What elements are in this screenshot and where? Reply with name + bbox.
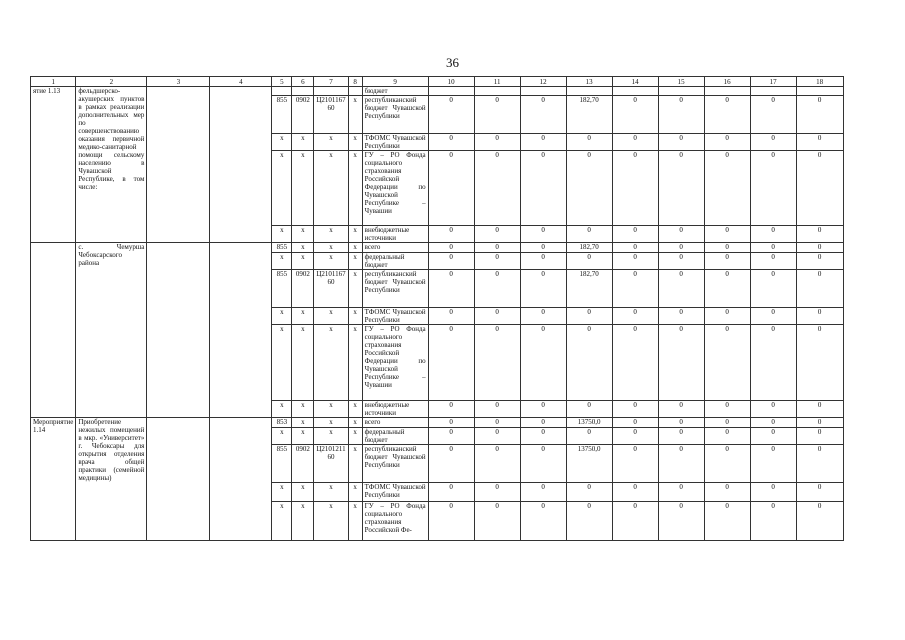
section-cell: 0902 (292, 445, 314, 483)
value-cell: 0 (520, 483, 566, 502)
value-cell: 0 (658, 270, 704, 308)
budget-table (30, 76, 844, 541)
funding-source-cell: всего (362, 418, 428, 428)
value-cell: 0 (566, 401, 612, 418)
column-header: 8 (348, 77, 362, 87)
grbs-cell: х (272, 502, 292, 541)
funding-source-cell: республиканский бюджет Чувашской Республики (362, 96, 428, 134)
value-cell: 0 (566, 502, 612, 541)
value-cell: 0 (520, 226, 566, 243)
expense-type-cell: х (348, 243, 362, 253)
value-cell: 0 (796, 418, 843, 428)
value-cell: 0 (566, 325, 612, 401)
value-cell: 182,70 (566, 96, 612, 134)
value-cell: 0 (474, 428, 520, 445)
value-cell (474, 87, 520, 96)
value-cell: 0 (474, 270, 520, 308)
column-header: 18 (796, 77, 843, 87)
target-article-cell: х (314, 253, 348, 270)
value-cell: 0 (474, 308, 520, 325)
funding-source-cell: республиканский бюджет Чувашской Республики (362, 270, 428, 308)
funding-source-cell: ГУ – РО Фонда социального страхования Российской Федерации по Чувашской Республике – Чувашии (362, 151, 428, 226)
value-cell: 0 (474, 243, 520, 253)
value-cell: 0 (750, 401, 796, 418)
value-cell: 182,70 (566, 270, 612, 308)
value-cell: 0 (566, 253, 612, 270)
value-cell (796, 87, 843, 96)
column-header: 10 (428, 77, 474, 87)
funding-source-cell: ГУ – РО Фонда социального страхования Российской Фе- (362, 502, 428, 541)
expense-type-cell: х (348, 134, 362, 151)
value-cell: 0 (750, 96, 796, 134)
expense-type-cell: х (348, 428, 362, 445)
value-cell: 0 (796, 134, 843, 151)
value-cell (750, 87, 796, 96)
grbs-cell: х (272, 325, 292, 401)
target-article-cell: Ц2101167 60 (314, 96, 348, 134)
column-header: 12 (520, 77, 566, 87)
expense-type-cell: х (348, 96, 362, 134)
value-cell: 0 (750, 418, 796, 428)
funding-source-cell: бюджет (362, 87, 428, 96)
executor-cell (147, 418, 210, 541)
value-cell: 0 (704, 428, 750, 445)
expense-type-cell: х (348, 308, 362, 325)
value-cell: 0 (520, 308, 566, 325)
value-cell: 0 (658, 134, 704, 151)
funding-source-cell: федеральный бюджет (362, 428, 428, 445)
target-article-cell: х (314, 502, 348, 541)
target-article-cell: х (314, 418, 348, 428)
funding-source-cell: ТФОМС Чувашской Республики (362, 308, 428, 325)
value-cell: 0 (750, 308, 796, 325)
value-cell (704, 87, 750, 96)
table-row (31, 418, 844, 428)
expense-type-cell: х (348, 502, 362, 541)
grbs-cell: х (272, 226, 292, 243)
value-cell: 0 (704, 418, 750, 428)
value-cell: 0 (658, 243, 704, 253)
value-cell: 0 (566, 226, 612, 243)
expense-type-cell: х (348, 151, 362, 226)
value-cell: 0 (612, 226, 658, 243)
value-cell: 0 (796, 483, 843, 502)
funding-source-cell: федеральный бюджет (362, 253, 428, 270)
value-cell: 0 (612, 96, 658, 134)
section-cell: 0902 (292, 96, 314, 134)
value-cell (520, 87, 566, 96)
grbs-cell: х (272, 308, 292, 325)
value-cell: 0 (474, 401, 520, 418)
value-cell: 0 (566, 151, 612, 226)
value-cell: 0 (750, 151, 796, 226)
value-cell: 0 (704, 445, 750, 483)
value-cell: 0 (658, 401, 704, 418)
value-cell: 0 (658, 253, 704, 270)
value-cell: 0 (428, 226, 474, 243)
value-cell: 0 (704, 483, 750, 502)
grbs-cell: х (272, 483, 292, 502)
target-article-cell (314, 87, 348, 96)
expense-type-cell: х (348, 401, 362, 418)
section-cell: х (292, 502, 314, 541)
target-article-cell: х (314, 226, 348, 243)
target-article-cell: х (314, 428, 348, 445)
value-cell: 0 (704, 401, 750, 418)
column-header: 5 (272, 77, 292, 87)
expense-type-cell: х (348, 483, 362, 502)
column-header: 2 (76, 77, 147, 87)
section-cell: х (292, 308, 314, 325)
column-header: 11 (474, 77, 520, 87)
value-cell: 0 (658, 96, 704, 134)
value-cell: 0 (796, 502, 843, 541)
value-cell: 0 (520, 270, 566, 308)
value-cell: 0 (796, 151, 843, 226)
value-cell: 0 (474, 502, 520, 541)
grbs-cell: 853 (272, 418, 292, 428)
value-cell: 0 (612, 308, 658, 325)
value-cell: 0 (658, 151, 704, 226)
expense-type-cell: х (348, 226, 362, 243)
table-row (31, 87, 844, 96)
executor-cell (147, 243, 210, 418)
value-cell: 0 (566, 483, 612, 502)
value-cell: 0 (750, 445, 796, 483)
section-cell: х (292, 483, 314, 502)
value-cell: 0 (474, 253, 520, 270)
column-header: 4 (210, 77, 272, 87)
value-cell: 0 (704, 151, 750, 226)
value-cell: 0 (474, 483, 520, 502)
grbs-cell: 855 (272, 445, 292, 483)
target-cell (210, 87, 272, 243)
value-cell: 0 (474, 134, 520, 151)
funding-source-cell: ТФОМС Чувашской Республики (362, 134, 428, 151)
value-cell: 0 (428, 96, 474, 134)
target-article-cell: Ц2101211 60 (314, 445, 348, 483)
column-header: 16 (704, 77, 750, 87)
section-cell: х (292, 134, 314, 151)
value-cell (566, 87, 612, 96)
value-cell: 0 (612, 134, 658, 151)
grbs-cell: х (272, 401, 292, 418)
target-article-cell: х (314, 134, 348, 151)
value-cell: 0 (612, 483, 658, 502)
section-cell: х (292, 401, 314, 418)
value-cell: 13750,0 (566, 445, 612, 483)
value-cell: 0 (520, 428, 566, 445)
value-cell: 0 (796, 325, 843, 401)
value-cell: 0 (428, 502, 474, 541)
value-cell: 0 (658, 418, 704, 428)
executor-cell (147, 87, 210, 243)
value-cell: 0 (704, 243, 750, 253)
value-cell: 0 (750, 428, 796, 445)
status-cell (31, 243, 76, 418)
value-cell: 0 (520, 134, 566, 151)
value-cell: 0 (750, 502, 796, 541)
target-article-cell: х (314, 325, 348, 401)
table-row (31, 243, 844, 253)
target-article-cell: х (314, 243, 348, 253)
column-header: 17 (750, 77, 796, 87)
measure-name-cell: с. Чемурша Чебоксарского района (76, 243, 147, 418)
value-cell: 0 (520, 502, 566, 541)
value-cell: 0 (520, 151, 566, 226)
value-cell: 0 (658, 483, 704, 502)
value-cell: 0 (520, 445, 566, 483)
value-cell: 0 (612, 151, 658, 226)
value-cell: 0 (612, 418, 658, 428)
value-cell: 0 (428, 483, 474, 502)
value-cell: 13750,0 (566, 418, 612, 428)
value-cell: 0 (520, 325, 566, 401)
column-header: 13 (566, 77, 612, 87)
target-article-cell: Ц2101167 60 (314, 270, 348, 308)
section-cell: х (292, 243, 314, 253)
value-cell: 0 (520, 243, 566, 253)
value-cell: 0 (612, 243, 658, 253)
value-cell: 0 (520, 253, 566, 270)
grbs-cell: х (272, 151, 292, 226)
value-cell: 0 (428, 445, 474, 483)
value-cell: 0 (704, 270, 750, 308)
value-cell: 0 (658, 325, 704, 401)
value-cell: 0 (796, 96, 843, 134)
expense-type-cell: х (348, 418, 362, 428)
value-cell: 0 (612, 502, 658, 541)
value-cell: 0 (796, 445, 843, 483)
status-cell: Мероприятие 1.14 (31, 418, 76, 541)
value-cell: 0 (750, 134, 796, 151)
section-cell (292, 87, 314, 96)
target-article-cell: х (314, 483, 348, 502)
value-cell: 0 (658, 428, 704, 445)
value-cell: 0 (612, 401, 658, 418)
column-header: 3 (147, 77, 210, 87)
value-cell: 0 (658, 445, 704, 483)
target-article-cell: х (314, 151, 348, 226)
value-cell: 0 (704, 134, 750, 151)
grbs-cell (272, 87, 292, 96)
value-cell: 0 (750, 253, 796, 270)
measure-name-cell: фельдшерско-акушерских пунктов в рамках реализации дополнительных мер по совершенствованию оказания первичной медико-санитарной помощи сельскому населению в Чувашской Республике, в том числе: (76, 87, 147, 243)
value-cell: 0 (428, 151, 474, 226)
expense-type-cell: х (348, 253, 362, 270)
value-cell: 0 (474, 325, 520, 401)
funding-source-cell: всего (362, 243, 428, 253)
value-cell: 0 (704, 308, 750, 325)
funding-source-cell: ТФОМС Чувашской Республики (362, 483, 428, 502)
grbs-cell: 855 (272, 270, 292, 308)
value-cell: 0 (750, 243, 796, 253)
value-cell: 0 (428, 308, 474, 325)
status-cell: ятие 1.13 (31, 87, 76, 243)
section-cell: х (292, 418, 314, 428)
section-cell: х (292, 151, 314, 226)
value-cell: 0 (428, 243, 474, 253)
column-header: 14 (612, 77, 658, 87)
funding-source-cell: ГУ – РО Фонда социального страхования Российской Федерации по Чувашской Республике – Чувашии (362, 325, 428, 401)
value-cell: 0 (750, 270, 796, 308)
value-cell (612, 87, 658, 96)
grbs-cell: х (272, 134, 292, 151)
value-cell: 0 (658, 308, 704, 325)
column-header: 15 (658, 77, 704, 87)
value-cell: 0 (520, 401, 566, 418)
value-cell: 0 (796, 308, 843, 325)
value-cell: 0 (612, 253, 658, 270)
funding-source-cell: внебюджетные источники (362, 226, 428, 243)
target-article-cell: х (314, 308, 348, 325)
measure-name-cell: Приобретение нежилых помещений в мкр. «Университет» г. Чебоксары для открытия отделения врача общей практики (семейной медицины) (76, 418, 147, 541)
value-cell: 0 (796, 226, 843, 243)
column-header: 6 (292, 77, 314, 87)
value-cell: 0 (612, 445, 658, 483)
value-cell: 0 (704, 226, 750, 243)
value-cell: 0 (428, 418, 474, 428)
value-cell: 0 (658, 226, 704, 243)
value-cell: 0 (658, 502, 704, 541)
value-cell: 0 (428, 428, 474, 445)
value-cell: 0 (474, 96, 520, 134)
value-cell: 0 (704, 325, 750, 401)
header-row (31, 77, 844, 87)
value-cell: 0 (750, 325, 796, 401)
value-cell: 0 (474, 418, 520, 428)
value-cell: 0 (474, 226, 520, 243)
target-cell (210, 418, 272, 541)
column-header: 1 (31, 77, 76, 87)
value-cell: 0 (750, 226, 796, 243)
value-cell: 0 (796, 401, 843, 418)
value-cell (428, 87, 474, 96)
funding-source-cell: республиканский бюджет Чувашской Республики (362, 445, 428, 483)
value-cell: 182,70 (566, 243, 612, 253)
value-cell: 0 (428, 270, 474, 308)
grbs-cell: 855 (272, 96, 292, 134)
expense-type-cell: х (348, 325, 362, 401)
section-cell: х (292, 226, 314, 243)
section-cell: х (292, 325, 314, 401)
column-header: 9 (362, 77, 428, 87)
target-article-cell: х (314, 401, 348, 418)
grbs-cell: 855 (272, 243, 292, 253)
value-cell: 0 (796, 243, 843, 253)
value-cell: 0 (796, 428, 843, 445)
value-cell: 0 (520, 418, 566, 428)
value-cell: 0 (474, 151, 520, 226)
value-cell: 0 (796, 270, 843, 308)
grbs-cell: х (272, 253, 292, 270)
value-cell: 0 (566, 308, 612, 325)
value-cell: 0 (566, 428, 612, 445)
target-cell (210, 243, 272, 418)
value-cell: 0 (428, 325, 474, 401)
section-cell: 0902 (292, 270, 314, 308)
page-number: 36 (446, 55, 459, 70)
value-cell: 0 (750, 483, 796, 502)
value-cell: 0 (520, 96, 566, 134)
expense-type-cell: х (348, 270, 362, 308)
expense-type-cell (348, 87, 362, 96)
value-cell: 0 (612, 428, 658, 445)
value-cell: 0 (566, 134, 612, 151)
value-cell: 0 (428, 253, 474, 270)
expense-type-cell: х (348, 445, 362, 483)
value-cell: 0 (612, 325, 658, 401)
value-cell: 0 (428, 401, 474, 418)
funding-source-cell: внебюджетные источники (362, 401, 428, 418)
value-cell: 0 (474, 445, 520, 483)
value-cell: 0 (704, 502, 750, 541)
value-cell: 0 (428, 134, 474, 151)
grbs-cell: х (272, 428, 292, 445)
column-header: 7 (314, 77, 348, 87)
value-cell: 0 (612, 270, 658, 308)
value-cell: 0 (704, 253, 750, 270)
value-cell (658, 87, 704, 96)
section-cell: х (292, 428, 314, 445)
value-cell: 0 (704, 96, 750, 134)
value-cell: 0 (796, 253, 843, 270)
section-cell: х (292, 253, 314, 270)
